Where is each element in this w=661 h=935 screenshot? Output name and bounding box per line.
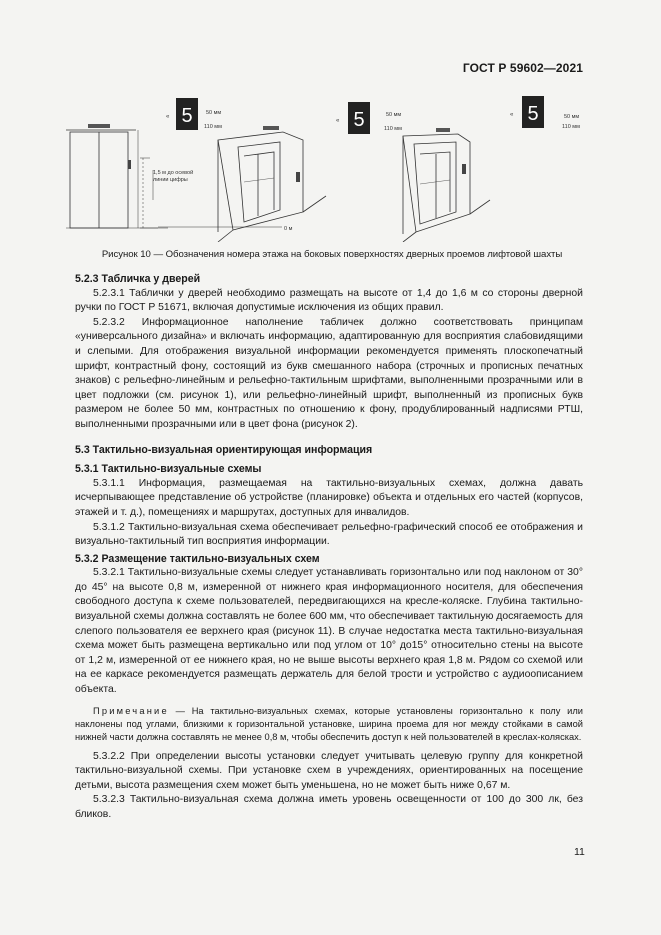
perspective-door-3 [403,128,490,242]
note-text: — На тактильно-визуальных схемах, которые установлены горизонтально к полу или наклонены под углами, близкими к горизонтальной установке, ширина проема для ног между стойками в самой нижней части должна составлять не менее 0,8 м, чтобы обеспечить доступ к ней пользователей в креслах-колясках. [75,705,583,742]
figure-caption: Рисунок 10 — Обозначения номера этажа на боковых поверхностях дверных проемов лифтовой шахты [101,249,563,260]
figure-10-drawing [58,92,598,242]
front-door-view [66,124,168,228]
floor-sign-3 [510,96,580,130]
floor-digit-1: 5 [181,105,193,127]
paragraph-5-2-3-1: 5.2.3.1 Таблички у дверей необходимо размещать на высоте от 1,4 до 1,6 м со стороны дверной ручки по ГОСТ Р 51671, включая допустимые исключения из общих правил. [75,287,583,314]
paragraph-5-3-1-2: 5.3.1.2 Тактильно-визуальная схема обеспечивает рельефно-графический способ ее отображения и визуально-тактильный тип восприятия информации. [75,521,583,548]
paragraph-5-3-2-1: 5.3.2.1 Тактильно-визуальные схемы следует устанавливать горизонтально или под наклоном от 30° до 45° на высоте 0,8 м, измеренной от нижнего края информационного носителя, для обеспечения свободного доступа к схеме пользователей, передвигающихся на кресле-коляске. Глубина тактильно-визуальной схемы должна составлять не более 600 мм, что обеспечивает тактильную досягаемость для слепого пользователя ее верхнего края (рисунок 11). В случае недостатка места тактильно-визуальная схема может быть размещена вертикально или под углом от 10° до15° относительно стены на высоте от 1,2 м, измеренной от ее нижнего края, но не выше высоты верхнего края 1,8 м. Рядом со схемой или на ее каркасе рекомендуется размещать держатель для белой трости и устройство с аудиоописанием объекта. [75,567,583,696]
page-number: 11 [574,846,585,858]
svg-text:«: « [336,118,340,124]
heading-5-2-3: 5.2.3 Табличка у дверей [75,273,201,285]
heading-5-3-2: 5.3.2 Размещение тактильно-визуальных схем [75,552,320,565]
heading-5-3-1: 5.3.1 Тактильно-визуальные схемы [75,463,262,476]
paragraph-5-3-1-1: 5.3.1.1 Информация, размещаемая на тактильно-визуальных схемах, должна давать исчерпывающее представление об устройстве (планировке) объекта и отдельных его частей (корпусов, этажей и т. д.), помещениях и маршрутах, доступных для инвалидов. [75,477,583,518]
floor-digit-2: 5 [353,109,365,131]
floor-sign-1 [166,98,222,130]
heading-5-3: 5.3 Тактильно-визуальная ориентирующая информация [75,443,373,456]
standard-number: ГОСТ Р 59602—2021 [462,61,583,75]
body-text [75,272,583,823]
zero-label: 0 м [284,226,293,232]
dim-110-2: 110 мм [384,126,402,132]
svg-text:«: « [510,112,514,118]
height-label-line2: линии цифры [153,177,188,183]
floor-sign-2 [336,102,402,134]
dim-50-2: 50 мм [386,112,402,118]
paragraph-5-3-2-2: 5.3.2.2 При определении высоты установки следует учитывать целевую группу для конкретной тактильно-визуальной схемы. При установке схем в учреждениях, ориентированных на посещение детьми, высота размещения схем может быть уменьшена, но не может быть ниже 0,67 м. [75,750,583,791]
dim-50-3: 50 мм [564,114,580,120]
note [75,705,583,744]
dim-110-3: 110 мм [562,124,580,130]
note-label: Примечание [93,705,169,716]
dim-110-1: 110 мм [204,124,222,130]
svg-text:«: « [166,114,170,120]
floor-digit-3: 5 [527,103,539,125]
dim-50-1: 50 мм [206,110,222,116]
paragraph-5-3-2-3: 5.3.2.3 Тактильно-визуальная схема должна иметь уровень освещенности от 100 до 300 лк, без бликов. [75,794,583,820]
paragraph-5-2-3-2: 5.2.3.2 Информационное наполнение табличек должно соответствовать принципам «универсального дизайна» и включать информацию, адаптированную для восприятия слабовидящими и слепыми. Для отображения визуальной информации рекомендуется применять плоскопечатный шрифт, контрастный фону, состоящий из букв смешанного набора (строчных и прописных печатных знаков) с рельефно-линейным и рельефно-тактильным шрифтами, выполненными прозрачными или в цвет подложки (см. рисунок 1), или рельефно-линейный шрифт, выполненный из прописных букв размером не более 50 мм, контрастных по отношению к фону, продублированный надписями РТШ, выполненными прозрачными или в цвет фона (рисунок 2). [75,316,583,430]
perspective-door-2 [218,126,326,242]
height-label-line1: 1,5 м до осевой [153,170,194,176]
